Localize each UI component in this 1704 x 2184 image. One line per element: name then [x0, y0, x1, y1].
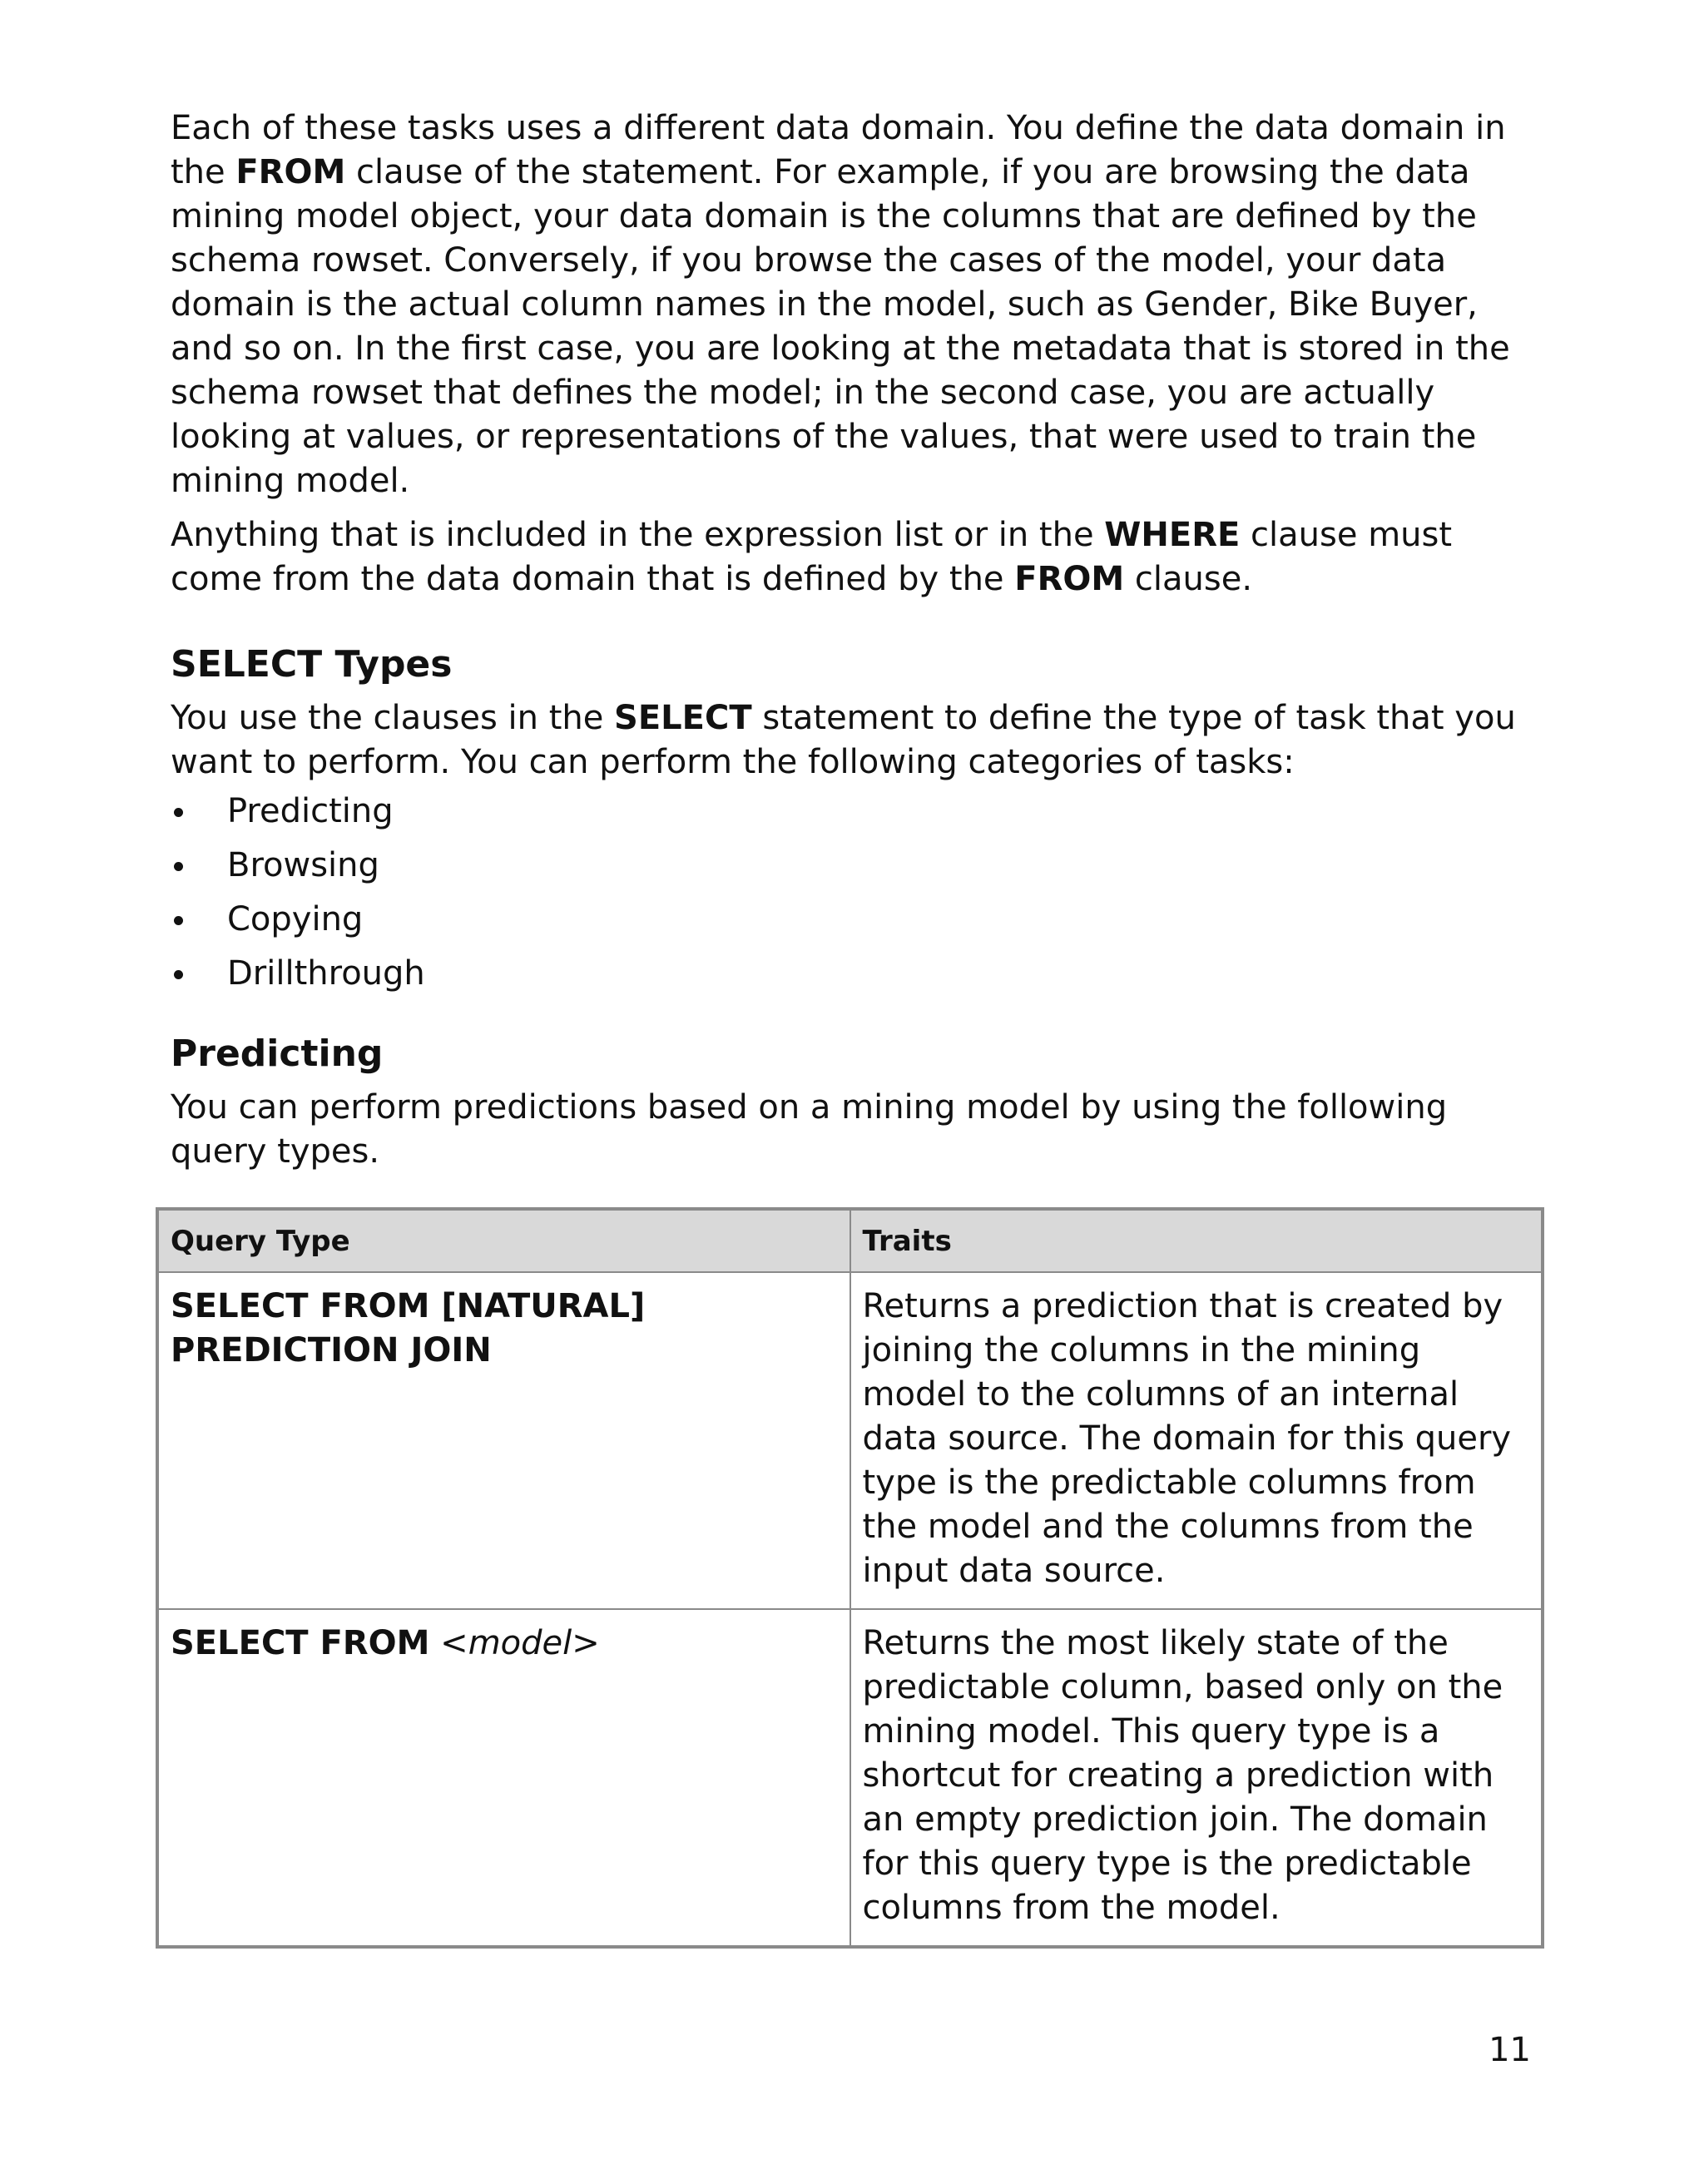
list-item: [171, 952, 1543, 996]
list-item-label: Browsing: [227, 846, 379, 884]
bullet-icon: [174, 808, 183, 817]
keyword-from: FROM: [235, 153, 346, 191]
text-run: statement to define the type of task that you want to perform. You can perform the following categories of tasks:: [171, 699, 1516, 781]
traits-cell: Returns a prediction that is created by joining the columns in the mining model to the columns of an internal data source. The domain for this query type is the predictable columns from the model and the columns from the input data source.: [850, 1272, 1543, 1609]
query-syntax: SELECT FROM: [171, 1624, 430, 1662]
text-run: clause of the statement. For example, if you are browsing the data mining model object, your data domain is the columns that are defined by the schema rowset. Conversely, if you browse the cases of the model, your data domain is the actual column names in the model, such as Gender, Bike Buyer, and so on. In the first case, you are looking at the metadata that is stored in the schema rowset that defines the model; in the second case, you are actually looking at values, or representations of the values, that were used to train the mining model.: [171, 153, 1510, 500]
predicting-paragraph: You can perform predictions based on a mining model by using the following query types.: [171, 1088, 1448, 1171]
heading-predicting: Predicting: [171, 1033, 384, 1075]
keyword-where: WHERE: [1104, 516, 1241, 554]
list-item-label: Copying: [227, 900, 364, 938]
text-run: You use the clauses in the: [171, 699, 615, 737]
text-run: Each of these tasks uses a different data domain. You define the data domain in the: [171, 109, 1506, 191]
heading-select-types: SELECT Types: [171, 643, 453, 686]
text-run: clause.: [1124, 560, 1253, 598]
select-types-paragraph: [171, 696, 1543, 785]
table-row: [157, 1272, 1543, 1609]
list-item-label: Drillthrough: [227, 954, 425, 993]
text-run: Anything that is included in the expression list or in the: [171, 516, 1105, 554]
table-row: [157, 1609, 1543, 1947]
query-type-cell: [157, 1272, 850, 1609]
text-run: clause must come from the data domain that is defined by the: [171, 516, 1453, 598]
intro-paragraph-2: [171, 513, 1543, 602]
list-item: [171, 898, 1543, 942]
list-item: [171, 790, 1543, 834]
task-category-list: [171, 790, 1543, 996]
list-item: [171, 844, 1543, 888]
query-types-table: [156, 1207, 1544, 1949]
keyword-select: SELECT: [614, 699, 752, 737]
query-syntax: SELECT FROM [NATURAL] PREDICTION JOIN: [171, 1287, 646, 1369]
bullet-icon: [174, 862, 183, 871]
header-traits: Traits: [850, 1209, 1543, 1272]
page-number: 11: [1489, 2031, 1531, 2069]
header-query-type: Query Type: [157, 1209, 850, 1272]
page-content: [171, 106, 1543, 1174]
bullet-icon: [174, 970, 183, 979]
query-placeholder: <model>: [440, 1624, 600, 1662]
list-item-label: Predicting: [227, 792, 394, 830]
traits-cell: Returns the most likely state of the predictable column, based only on the mining model. This query type is a shortcut for creating a prediction with an empty prediction join. The domain for this query type is the predictable columns from the model.: [850, 1609, 1543, 1947]
query-type-cell: [157, 1609, 850, 1947]
table-header-row: [157, 1209, 1543, 1272]
bullet-icon: [174, 916, 183, 925]
keyword-from: FROM: [1014, 560, 1125, 598]
intro-paragraph-1: [171, 106, 1543, 503]
